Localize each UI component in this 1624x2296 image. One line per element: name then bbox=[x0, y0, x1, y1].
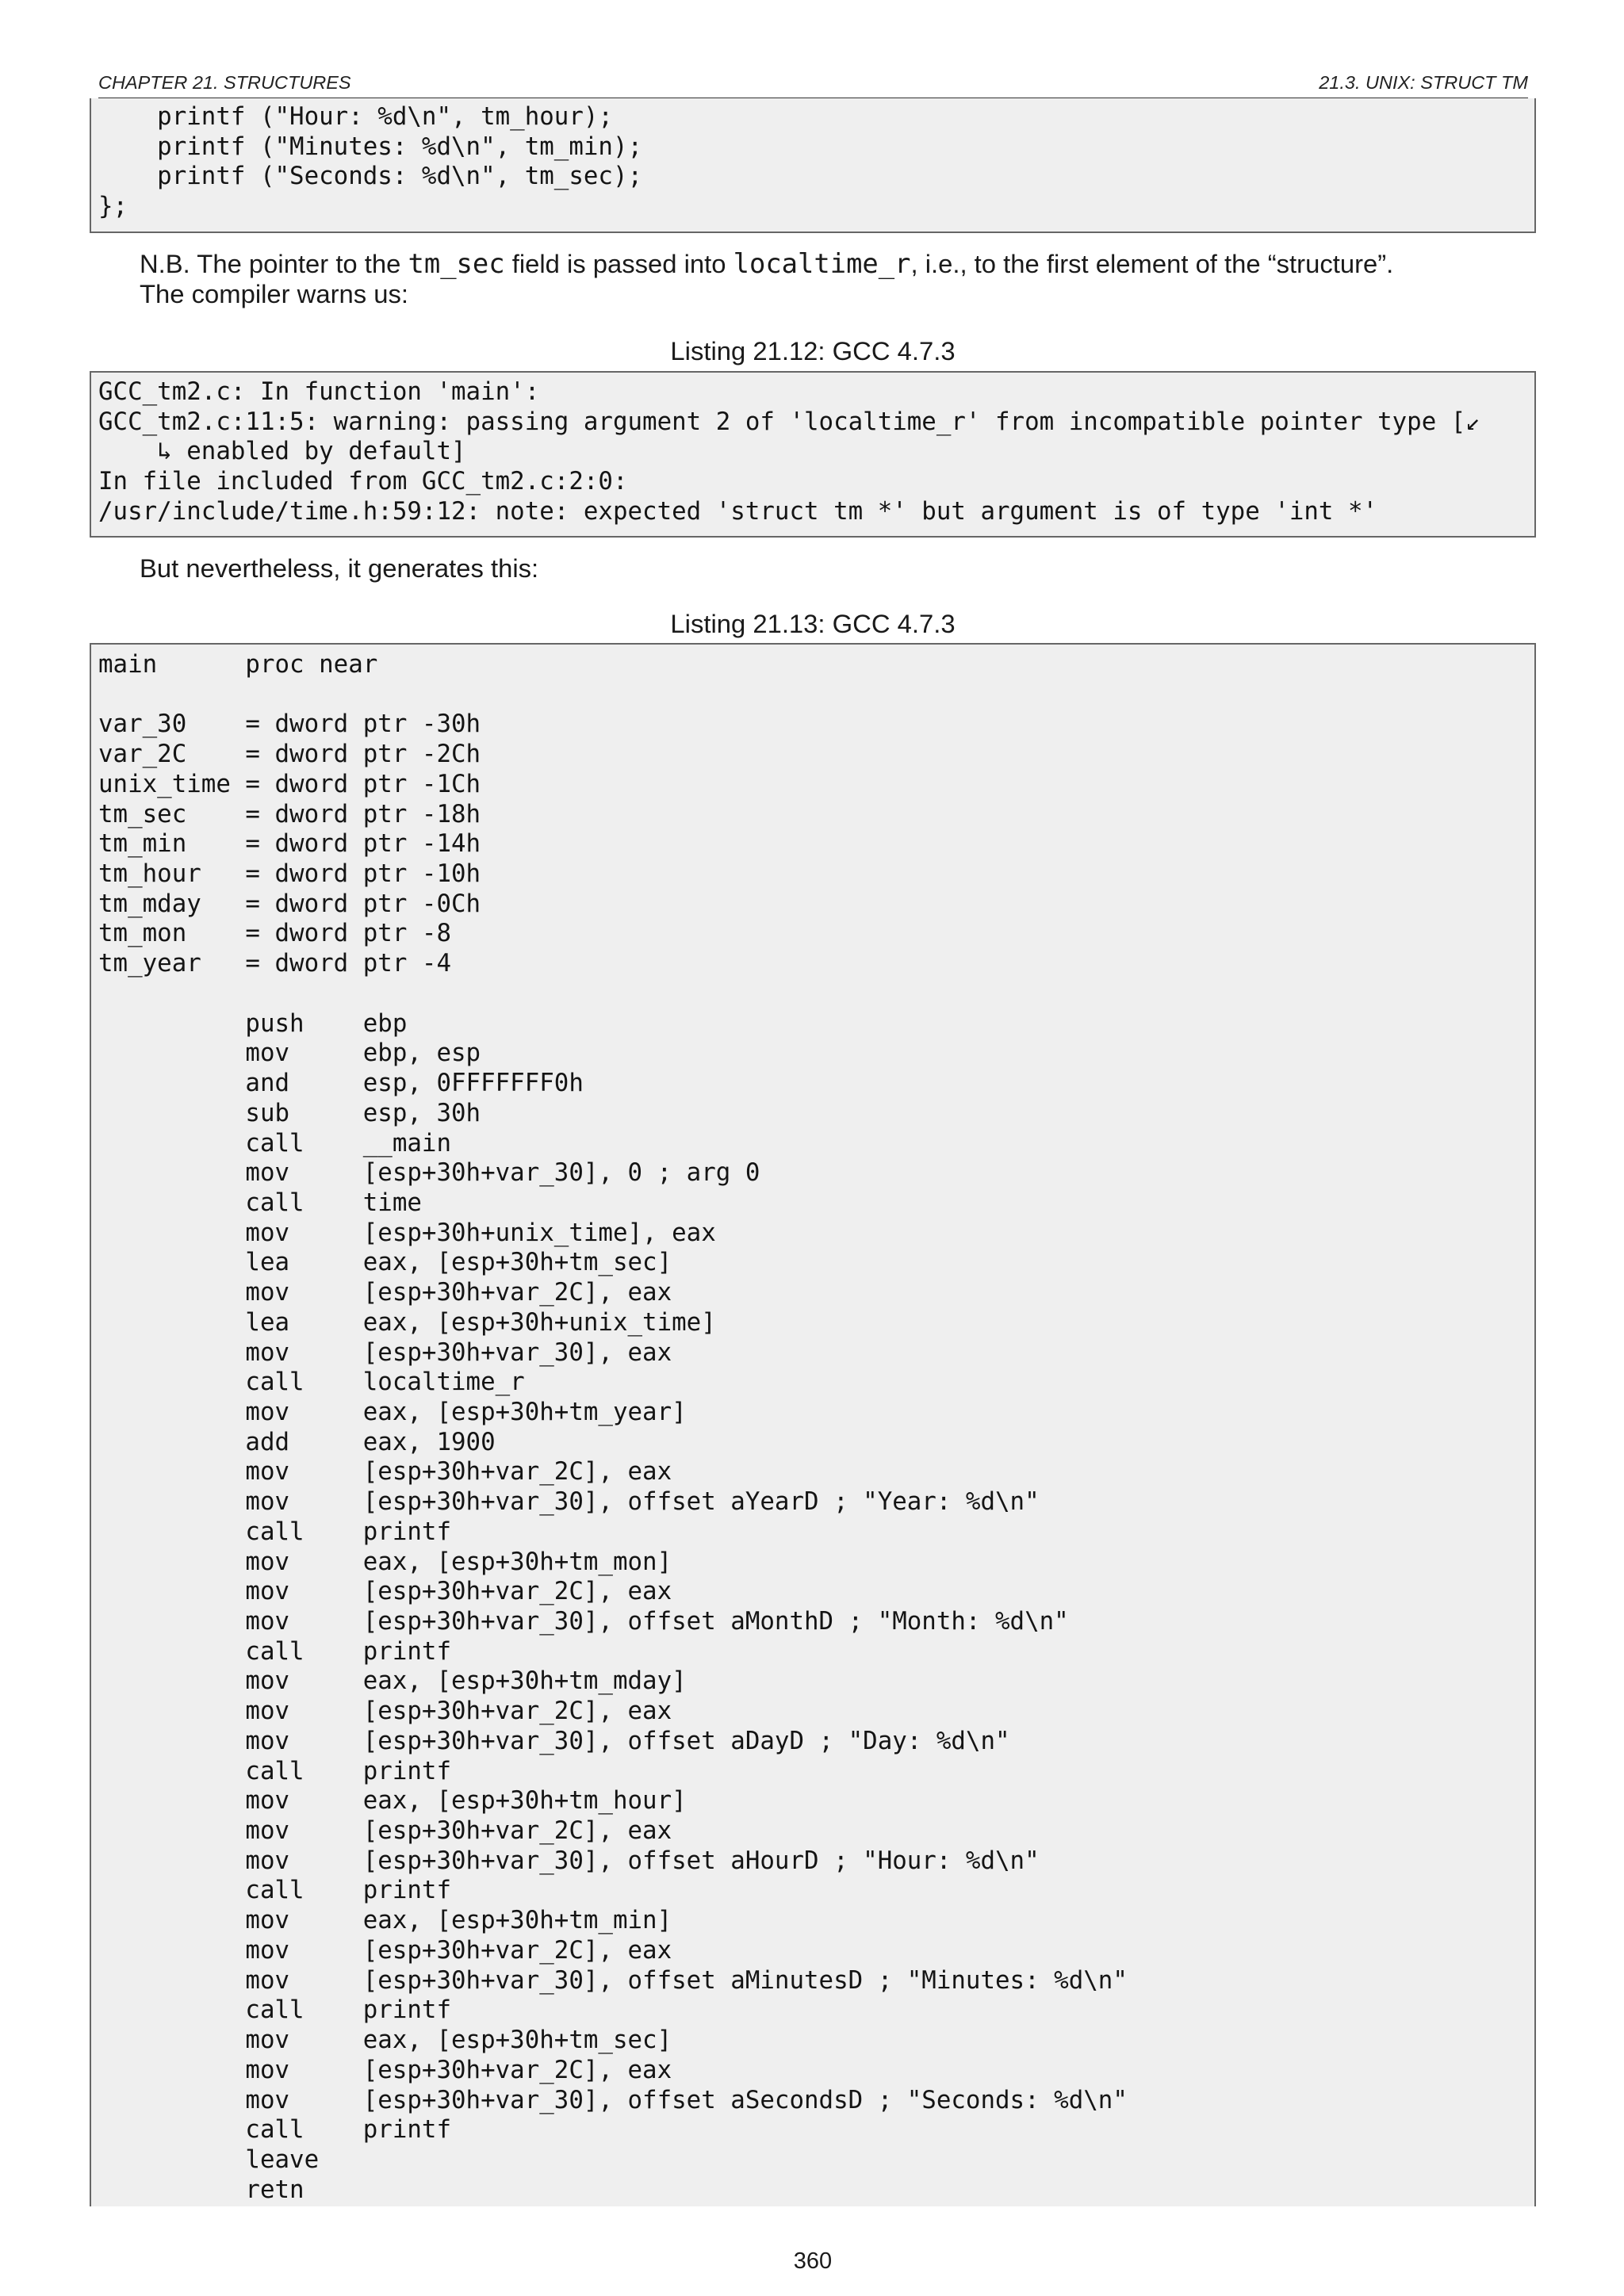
compiler-output-line: /usr/include/time.h:59:12: note: expected 'struct tm *' but argument is of type 'int *' bbox=[98, 496, 1378, 526]
assembly-line: call printf bbox=[98, 1636, 451, 1666]
assembly-line: mov eax, [esp+30h+tm_mon] bbox=[98, 1547, 672, 1576]
listing-caption-21-13: Listing 21.13: GCC 4.7.3 bbox=[670, 609, 956, 638]
code-listing-continued bbox=[90, 98, 1536, 233]
paragraph-compiler-warns: The compiler warns us: bbox=[140, 279, 409, 308]
listing-caption-21-12: Listing 21.12: GCC 4.7.3 bbox=[670, 336, 956, 365]
assembly-line: call __main bbox=[98, 1128, 451, 1158]
assembly-line: mov ebp, esp bbox=[98, 1039, 481, 1068]
assembly-line: mov [esp+30h+var_30], 0 ; arg 0 bbox=[98, 1158, 760, 1188]
compiler-output-line: GCC_tm2.c: In function 'main': bbox=[98, 377, 540, 406]
assembly-line: var_30 = dword ptr -30h bbox=[98, 710, 481, 739]
code-listing-21-13 bbox=[90, 643, 1536, 2206]
code-lines bbox=[98, 377, 1534, 527]
assembly-line: mov [esp+30h+var_30], offset aHourD ; "Hour: %d\n" bbox=[98, 1846, 1040, 1875]
assembly-line: retn bbox=[98, 2175, 304, 2204]
assembly-line: lea eax, [esp+30h+unix_time] bbox=[98, 1307, 716, 1337]
assembly-line: call printf bbox=[98, 1996, 451, 2025]
assembly-line: call printf bbox=[98, 1517, 451, 1546]
assembly-line: tm_year = dword ptr -4 bbox=[98, 949, 451, 978]
assembly-line: add eax, 1900 bbox=[98, 1427, 496, 1456]
running-header-chapter: CHAPTER 21. STRUCTURES bbox=[98, 72, 351, 93]
assembly-line: tm_min = dword ptr -14h bbox=[98, 829, 481, 859]
assembly-line: mov [esp+30h+unix_time], eax bbox=[98, 1218, 716, 1247]
code-lines bbox=[98, 650, 1534, 2205]
assembly-line: tm_sec = dword ptr -18h bbox=[98, 799, 481, 828]
assembly-line: mov [esp+30h+var_2C], eax bbox=[98, 1816, 672, 1846]
assembly-line: main proc near bbox=[98, 650, 378, 679]
assembly-line: mov [esp+30h+var_30], offset aSecondsD ; "Seconds: %d\n" bbox=[98, 2085, 1128, 2114]
paragraph-nevertheless: But nevertheless, it generates this: bbox=[140, 553, 539, 583]
running-header-section: 21.3. UNIX: STRUCT TM bbox=[1319, 72, 1528, 93]
assembly-line: mov [esp+30h+var_2C], eax bbox=[98, 1935, 672, 1965]
assembly-line: unix_time = dword ptr -1Ch bbox=[98, 769, 481, 798]
assembly-line: mov [esp+30h+var_2C], eax bbox=[98, 1577, 672, 1606]
assembly-line: mov [esp+30h+var_30], eax bbox=[98, 1337, 672, 1367]
assembly-line: and esp, 0FFFFFFF0h bbox=[98, 1069, 584, 1098]
assembly-line: mov [esp+30h+var_2C], eax bbox=[98, 1457, 672, 1487]
assembly-line: leave bbox=[98, 2145, 320, 2174]
compiler-output-line: In file included from GCC_tm2.c:2:0: bbox=[98, 467, 628, 496]
compiler-output-line: GCC_tm2.c:11:5: warning: passing argument 2 of 'localtime_r' from incompatible pointer type [↙ bbox=[98, 407, 1480, 436]
assembly-line: call printf bbox=[98, 1876, 451, 1905]
assembly-line: lea eax, [esp+30h+tm_sec] bbox=[98, 1248, 672, 1277]
assembly-line bbox=[98, 979, 1534, 1009]
assembly-line: mov eax, [esp+30h+tm_hour] bbox=[98, 1786, 687, 1816]
assembly-line: call localtime_r bbox=[98, 1368, 525, 1397]
assembly-line: call time bbox=[98, 1188, 422, 1217]
assembly-line bbox=[98, 680, 1534, 710]
assembly-line: mov eax, [esp+30h+tm_year] bbox=[98, 1397, 687, 1426]
compiler-output-line: ↳ enabled by default] bbox=[98, 437, 466, 466]
paragraph-text: N.B. The pointer to the bbox=[140, 249, 408, 278]
assembly-line: mov [esp+30h+var_30], offset aYearD ; "Year: %d\n" bbox=[98, 1487, 1040, 1517]
paragraph-text: , i.e., to the first element of the “structure”. bbox=[910, 249, 1394, 278]
assembly-line: sub esp, 30h bbox=[98, 1098, 481, 1127]
assembly-line: mov [esp+30h+var_2C], eax bbox=[98, 1697, 672, 1726]
inline-code-localtime-r: localtime_r bbox=[733, 248, 911, 279]
code-line: }; bbox=[98, 192, 128, 221]
paragraph-nb bbox=[140, 249, 1393, 279]
assembly-line: mov [esp+30h+var_30], offset aMonthD ; "Month: %d\n" bbox=[98, 1607, 1069, 1636]
assembly-line: tm_mday = dword ptr -0Ch bbox=[98, 889, 481, 918]
assembly-line: mov [esp+30h+var_2C], eax bbox=[98, 2055, 672, 2084]
assembly-line: mov eax, [esp+30h+tm_mday] bbox=[98, 1667, 687, 1696]
assembly-line: mov [esp+30h+var_30], offset aDayD ; "Day: %d\n" bbox=[98, 1726, 1010, 1755]
paragraph-text: field is passed into bbox=[504, 249, 733, 278]
code-line: printf ("Minutes: %d\n", tm_min); bbox=[98, 132, 643, 161]
code-line: printf ("Hour: %d\n", tm_hour); bbox=[98, 102, 613, 131]
assembly-line: call printf bbox=[98, 2115, 451, 2145]
assembly-line: mov [esp+30h+var_2C], eax bbox=[98, 1278, 672, 1307]
assembly-line: mov eax, [esp+30h+tm_min] bbox=[98, 1906, 672, 1935]
assembly-line: call printf bbox=[98, 1756, 451, 1785]
assembly-line: mov [esp+30h+var_30], offset aMinutesD ; "Minutes: %d\n" bbox=[98, 1965, 1128, 1995]
assembly-line: tm_hour = dword ptr -10h bbox=[98, 859, 481, 889]
assembly-line: push ebp bbox=[98, 1008, 408, 1038]
assembly-line: var_2C = dword ptr -2Ch bbox=[98, 740, 481, 769]
code-line: printf ("Seconds: %d\n", tm_sec); bbox=[98, 162, 643, 191]
assembly-line: mov eax, [esp+30h+tm_sec] bbox=[98, 2026, 672, 2055]
inline-code-tm-sec: tm_sec bbox=[408, 248, 505, 279]
assembly-line: tm_mon = dword ptr -8 bbox=[98, 919, 451, 948]
code-listing-21-12 bbox=[90, 371, 1536, 538]
page-number: 360 bbox=[793, 2248, 833, 2274]
code-lines bbox=[98, 102, 1534, 222]
